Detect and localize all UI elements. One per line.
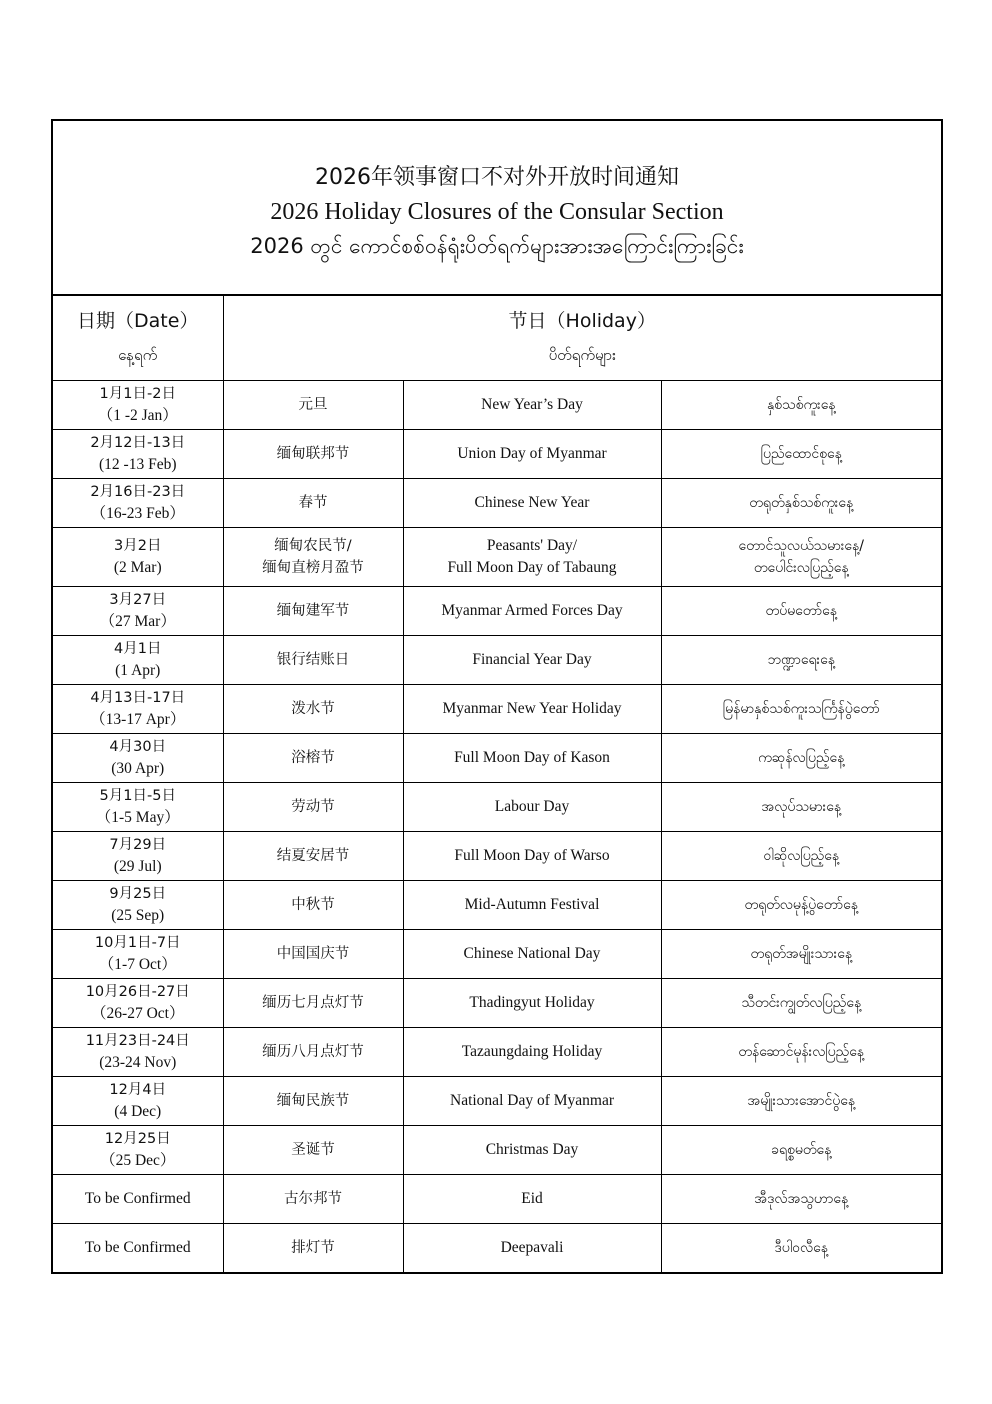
holiday-english-cell (403, 636, 661, 685)
date-chinese: 11月23日-24日 (85, 1033, 190, 1049)
holiday-chinese: 圣诞节 (291, 1142, 335, 1158)
holiday-english: Thadingyut Holiday (469, 994, 595, 1011)
holiday-myanmar-cell (661, 528, 941, 587)
holiday-chinese: 春节 (298, 495, 328, 511)
date-cell (53, 1126, 223, 1175)
table-row (53, 1077, 941, 1126)
table-row (53, 636, 941, 685)
table-header-row (53, 296, 941, 381)
table-row (53, 881, 941, 930)
holiday-english: Labour Day (494, 798, 570, 815)
holiday-english: Union Day of Myanmar (457, 445, 607, 462)
holiday-myanmar-cell (661, 930, 941, 979)
holiday-chinese: 中秋节 (291, 897, 335, 913)
table-row (53, 587, 941, 636)
date-text: To be Confirmed (84, 1190, 191, 1207)
table-row (53, 783, 941, 832)
date-english: (1 Apr) (115, 662, 161, 679)
table-row (53, 734, 941, 783)
table-row (53, 930, 941, 979)
holiday-myanmar-line2: တပေါင်းလပြည့်နေ့ (753, 560, 849, 576)
holiday-chinese-cell (223, 479, 403, 528)
date-chinese: 3月2日 (114, 538, 162, 554)
holiday-english-cell (403, 685, 661, 734)
holiday-chinese-line2: 缅甸直榜月盈节 (262, 560, 364, 576)
holiday-chinese-cell (223, 1077, 403, 1126)
holiday-myanmar: တန်ဆောင်မုန်းလပြည့်နေ့ (738, 1044, 865, 1060)
date-cell (53, 783, 223, 832)
holiday-chinese: 缅历八月点灯节 (262, 1044, 364, 1060)
date-english: (12 -13 Feb) (99, 456, 177, 473)
table-row (53, 1224, 941, 1273)
holiday-english-cell (403, 381, 661, 430)
holiday-english: Chinese New Year (474, 494, 590, 511)
holiday-chinese-cell (223, 430, 403, 479)
holiday-myanmar-cell (661, 1028, 941, 1077)
holiday-notice-document (51, 119, 943, 1274)
holiday-chinese: 劳动节 (291, 799, 335, 815)
holiday-myanmar: အီဒုလ်အသွဟာနေ့ (754, 1191, 849, 1207)
date-cell (53, 1224, 223, 1273)
holiday-chinese: 古尔邦节 (284, 1191, 342, 1207)
holiday-myanmar-cell (661, 479, 941, 528)
date-english: （16-23 Feb） (90, 505, 185, 522)
holiday-english-cell (403, 587, 661, 636)
holiday-chinese-cell (223, 881, 403, 930)
holiday-english-cell (403, 979, 661, 1028)
holiday-chinese: 浴榕节 (291, 750, 335, 766)
holiday-chinese-cell (223, 685, 403, 734)
holiday-chinese-cell (223, 1224, 403, 1273)
date-english: (2 Mar) (113, 559, 162, 576)
holiday-chinese: 缅甸农民节/ (274, 538, 352, 554)
holiday-english: New Year’s Day (481, 396, 583, 413)
holiday-myanmar: ဘဏ္ဍာရေးနေ့ (767, 652, 835, 668)
holiday-english-cell (403, 1224, 661, 1273)
holiday-chinese-cell (223, 1126, 403, 1175)
date-english: (4 Dec) (114, 1103, 162, 1120)
holiday-myanmar-cell (661, 979, 941, 1028)
holiday-chinese: 缅甸联邦节 (276, 446, 350, 462)
date-cell (53, 587, 223, 636)
table-row (53, 528, 941, 587)
date-cell (53, 1175, 223, 1224)
holiday-english: Chinese National Day (463, 945, 601, 962)
holiday-chinese: 排灯节 (291, 1240, 335, 1256)
date-cell (53, 528, 223, 587)
holiday-myanmar-cell (661, 1175, 941, 1224)
date-cell (53, 479, 223, 528)
table-row (53, 479, 941, 528)
date-text: To be Confirmed (84, 1239, 191, 1256)
title-english: 2026 Holiday Closures of the Consular Section (270, 198, 724, 225)
holiday-myanmar-cell (661, 1077, 941, 1126)
holiday-chinese-cell (223, 734, 403, 783)
date-english: (29 Jul) (113, 858, 162, 875)
date-english: （26-27 Oct） (91, 1005, 185, 1022)
holiday-english-cell (403, 1028, 661, 1077)
table-row (53, 1175, 941, 1224)
date-chinese: 10月26日-27日 (85, 984, 190, 1000)
date-english: （13-17 Apr） (90, 711, 186, 728)
holiday-english-cell (403, 479, 661, 528)
table-row (53, 1126, 941, 1175)
holiday-chinese: 缅历七月点灯节 (262, 995, 364, 1011)
holiday-chinese: 银行结账日 (276, 652, 350, 668)
holiday-myanmar: ဒီပါဝလီနေ့ (774, 1240, 829, 1256)
holiday-chinese-cell (223, 979, 403, 1028)
date-cell (53, 734, 223, 783)
holiday-english-cell (403, 832, 661, 881)
holiday-myanmar-cell (661, 636, 941, 685)
holiday-chinese-cell (223, 381, 403, 430)
date-cell (53, 1028, 223, 1077)
holiday-myanmar-cell (661, 1224, 941, 1273)
holiday-table (53, 296, 941, 1272)
title-myanmar: 2026 တွင် ကောင်စစ်ဝန်ရုံးပိတ်ရက်များအားအကြောင်းကြားခြင်း (250, 233, 744, 258)
holiday-english-cell (403, 1175, 661, 1224)
holiday-english-cell (403, 1077, 661, 1126)
holiday-myanmar: အမျိုးသားအောင်ပွဲနေ့ (747, 1093, 856, 1109)
holiday-english-cell (403, 430, 661, 479)
holiday-chinese: 泼水节 (291, 701, 335, 717)
holiday-english: Full Moon Day of Kason (454, 749, 610, 766)
holiday-myanmar: ဝါဆိုလပြည့်နေ့ (763, 848, 840, 864)
holiday-chinese: 元旦 (298, 397, 328, 413)
title-chinese: 2026年领事窗口不对外开放时间通知 (315, 164, 679, 190)
holiday-english: Deepavali (500, 1239, 564, 1256)
holiday-chinese-cell (223, 832, 403, 881)
holiday-english: Tazaungdaing Holiday (461, 1043, 603, 1060)
date-chinese: 4月13日-17日 (90, 690, 186, 706)
holiday-chinese-cell (223, 587, 403, 636)
holiday-myanmar-cell (661, 587, 941, 636)
date-header-cell (53, 296, 223, 381)
holiday-myanmar: ပြည်ထောင်စုနေ့ (760, 446, 842, 462)
date-cell (53, 979, 223, 1028)
holiday-myanmar: တရုတ်အမျိုးသားနေ့ (750, 946, 853, 962)
date-chinese: 9月25日 (109, 886, 167, 902)
holiday-english: Eid (521, 1190, 543, 1207)
date-cell (53, 930, 223, 979)
holiday-english: National Day of Myanmar (450, 1092, 614, 1109)
date-cell (53, 832, 223, 881)
holiday-myanmar-cell (661, 783, 941, 832)
holiday-chinese-cell (223, 1175, 403, 1224)
holiday-myanmar: ခရစ္စမတ်နေ့ (771, 1142, 832, 1158)
holiday-myanmar: တရုတ်နှစ်သစ်ကူးနေ့ (749, 495, 854, 511)
date-cell (53, 381, 223, 430)
date-chinese: 12月4日 (109, 1082, 167, 1098)
holiday-english-cell (403, 783, 661, 832)
table-row (53, 381, 941, 430)
holiday-chinese-cell (223, 528, 403, 587)
holiday-myanmar: သီတင်းကျွတ်လပြည့်နေ့ (741, 995, 862, 1011)
table-row (53, 979, 941, 1028)
holiday-chinese-cell (223, 783, 403, 832)
holiday-myanmar-cell (661, 430, 941, 479)
holiday-header-chinese: 节日（Holiday） (508, 310, 656, 332)
holiday-chinese-cell (223, 636, 403, 685)
date-chinese: 4月1日 (114, 641, 162, 657)
holiday-header-cell (223, 296, 941, 381)
holiday-myanmar-cell (661, 881, 941, 930)
holiday-myanmar-cell (661, 685, 941, 734)
date-cell (53, 685, 223, 734)
date-cell (53, 430, 223, 479)
date-english: (30 Apr) (111, 760, 165, 777)
date-english: （1-7 Oct） (98, 956, 177, 973)
date-cell (53, 1077, 223, 1126)
holiday-chinese-cell (223, 1028, 403, 1077)
holiday-chinese: 缅甸建军节 (276, 603, 350, 619)
holiday-myanmar: တရုတ်လမုန့်ပွဲတော်နေ့ (744, 897, 858, 913)
date-chinese: 12月25日 (104, 1131, 171, 1147)
holiday-myanmar: အလုပ်သမားနေ့ (761, 799, 842, 815)
date-chinese: 3月27日 (109, 592, 167, 608)
date-chinese: 4月30日 (109, 739, 167, 755)
holiday-english-cell (403, 528, 661, 587)
holiday-english: Myanmar New Year Holiday (442, 700, 622, 717)
holiday-header-myanmar: ပိတ်ရက်များ (548, 346, 616, 364)
table-row (53, 430, 941, 479)
date-english: （27 Mar） (99, 613, 176, 630)
holiday-english: Peasants' Day/ (486, 537, 578, 554)
date-cell (53, 636, 223, 685)
table-row (53, 685, 941, 734)
holiday-english-cell (403, 734, 661, 783)
table-row (53, 832, 941, 881)
holiday-myanmar-cell (661, 381, 941, 430)
date-english: （25 Dec） (100, 1152, 176, 1169)
holiday-chinese: 中国国庆节 (276, 946, 350, 962)
holiday-myanmar: တောင်သူလယ်သမားနေ့/ (738, 538, 864, 554)
date-chinese: 5月1日-5日 (99, 788, 176, 804)
holiday-english-cell (403, 1126, 661, 1175)
holiday-myanmar-cell (661, 1126, 941, 1175)
date-chinese: 2月16日-23日 (90, 484, 186, 500)
holiday-english: Myanmar Armed Forces Day (441, 602, 623, 619)
holiday-english: Full Moon Day of Warso (454, 847, 610, 864)
holiday-english: Mid-Autumn Festival (464, 896, 600, 913)
date-chinese: 2月12日-13日 (90, 435, 186, 451)
date-header-chinese: 日期（Date） (77, 310, 199, 332)
date-english: （1-5 May） (95, 809, 180, 826)
holiday-english: Christmas Day (485, 1141, 579, 1158)
holiday-myanmar: နှစ်သစ်ကူးနေ့ (766, 397, 836, 413)
date-cell (53, 881, 223, 930)
date-english: （1 -2 Jan） (97, 407, 178, 424)
holiday-english-cell (403, 930, 661, 979)
holiday-myanmar-cell (661, 832, 941, 881)
date-chinese: 7月29日 (109, 837, 167, 853)
table-row (53, 1028, 941, 1077)
holiday-chinese-cell (223, 930, 403, 979)
holiday-myanmar: မြန်မာနှစ်သစ်ကူးသင်္ကြန်ပွဲတော် (722, 701, 880, 717)
holiday-english-line2: Full Moon Day of Tabaung (447, 559, 617, 576)
holiday-english-cell (403, 881, 661, 930)
date-english: (23-24 Nov) (99, 1054, 177, 1071)
holiday-english: Financial Year Day (472, 651, 592, 668)
holiday-myanmar: ကဆုန်လပြည့်နေ့ (758, 750, 845, 766)
date-chinese: 10月1日-7日 (94, 935, 181, 951)
holiday-myanmar: တပ်မတော်နေ့ (765, 603, 837, 619)
holiday-myanmar-cell (661, 734, 941, 783)
date-english: (25 Sep) (111, 907, 165, 924)
title-block (53, 121, 941, 296)
holiday-chinese: 结夏安居节 (276, 848, 350, 864)
date-chinese: 1月1日-2日 (99, 386, 176, 402)
date-header-myanmar: နေ့ရက် (118, 346, 158, 364)
holiday-chinese: 缅甸民族节 (276, 1093, 350, 1109)
